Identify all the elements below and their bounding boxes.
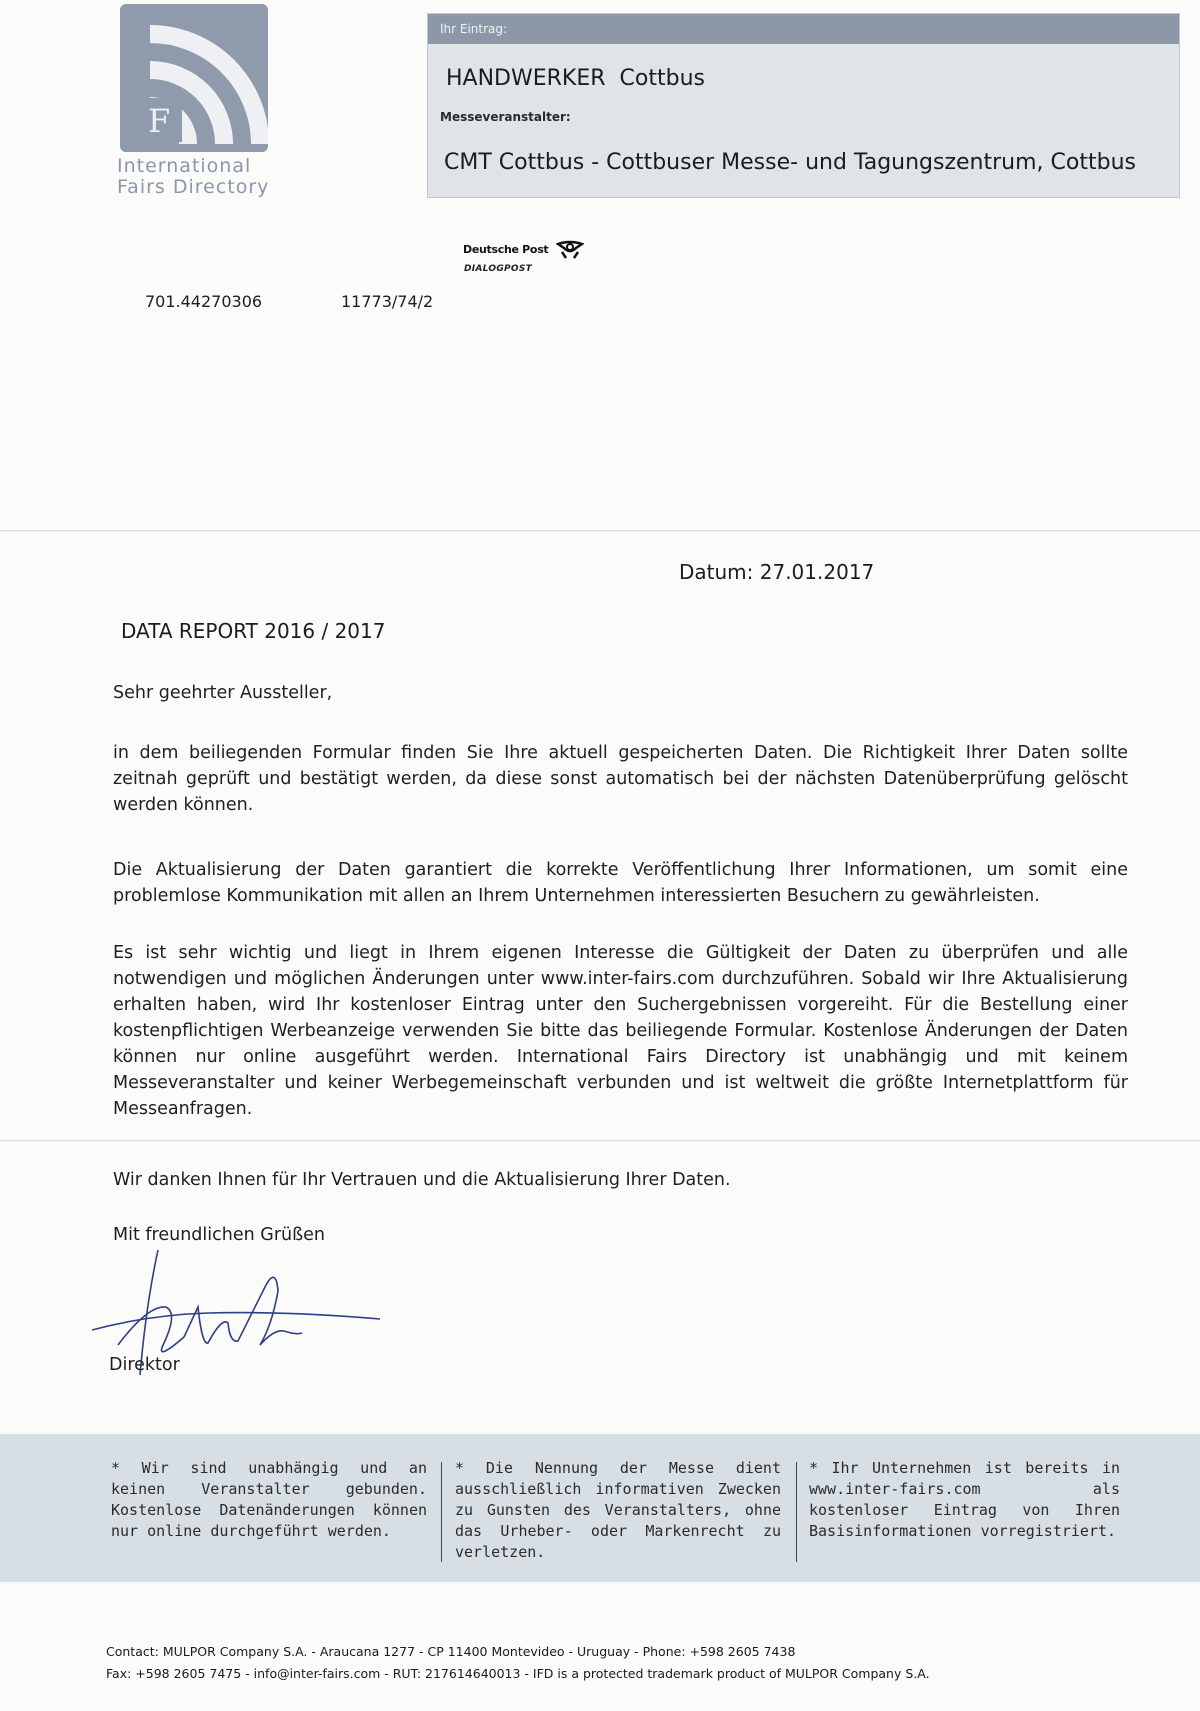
reference-code-2: 11773/74/2 bbox=[341, 292, 434, 311]
ifd-logo bbox=[120, 4, 268, 152]
paragraph-3: Es ist sehr wichtig und liegt in Ihrem eigenen Interesse die Gültigkeit der Daten zu überprüfen und alle notwendigen und möglichen Änderungen unter www.inter-fairs.com durchzuführen. Sobald wir Ihre Aktualisierung erhalten haben, wird Ihr kostenloser Eintrag unter den Suchergebnissen vorgereiht. Für die Bestellung einer kostenpflichtigen Werbeanzeige verwenden Sie bitte das beiliegende Formular. Kostenlose Änderungen der Daten können nur online ausgeführt werden. International Fairs Directory ist unabhängig und mit keinem Messeveranstalter und keiner Werbegemeinschaft verbunden und ist weltweit die größte Internetplattform für Messeanfragen. bbox=[113, 943, 1128, 1119]
notice-3: * Ihr Unternehmen ist bereits in www.inter-fairs.com als kostenloser Eintrag von Ihren Basisinformationen vorregistriert. bbox=[809, 1459, 1120, 1540]
paragraph-1: in dem beiliegenden Formular finden Sie Ihre aktuell gespeicherten Daten. Die Richtigkeit Ihrer Daten sollte zeitnah geprüft und bestätigt werden, da diese sonst automatisch bei der nächsten Datenüberprüfung gelöscht werden können. bbox=[113, 743, 1128, 815]
contact-line-2: Fax: +598 2605 7475 - info@inter-fairs.com - RUT: 217614640013 - IFD is a protected trademark product of MULPOR Company S.A. bbox=[106, 1666, 930, 1681]
report-title: DATA REPORT 2016 / 2017 bbox=[121, 619, 386, 643]
notice-band bbox=[0, 1434, 1200, 1582]
organizer-name: CMT Cottbus - Cottbuser Messe- und Tagungszentrum, Cottbus bbox=[444, 150, 1136, 175]
thanks-line: Wir danken Ihnen für Ihr Vertrauen und die Aktualisierung Ihrer Daten. bbox=[113, 1170, 731, 1190]
signer-title: Direktor bbox=[109, 1355, 180, 1375]
contact-line-1: Contact: MULPOR Company S.A. - Araucana 1277 - CP 11400 Montevideo - Uruguay - Phone: +598 2605 7438 bbox=[106, 1644, 796, 1659]
logo-line-2: Fairs Directory bbox=[117, 176, 270, 198]
notice-1: * Wir sind unabhängig und an keinen Veranstalter gebunden. Kostenlose Datenänderungen können nur online durchgeführt werden. bbox=[111, 1459, 427, 1540]
fold-line-lower bbox=[0, 1140, 1200, 1142]
logo-wordmark bbox=[117, 156, 287, 198]
entry-panel bbox=[427, 13, 1180, 198]
logo-line-1: International bbox=[117, 155, 252, 177]
closing-line: Mit freundlichen Grüßen bbox=[113, 1225, 325, 1245]
salutation: Sehr geehrter Aussteller, bbox=[113, 683, 333, 703]
postal-service: DIALOGPOST bbox=[464, 264, 533, 274]
paragraph-2: Die Aktualisierung der Daten garantiert die korrekte Veröffentlichung Ihrer Informationen, um somit eine problemlose Kommunikation mit allen an Ihrem Unternehmen interessierten Besuchern zu gewährleisten. bbox=[113, 860, 1128, 906]
post-horn-icon bbox=[556, 238, 584, 260]
organizer-label: Messeveranstalter: bbox=[440, 110, 571, 124]
logo-initial: F bbox=[148, 102, 171, 140]
signal-arcs-icon bbox=[120, 4, 268, 152]
notice-2: * Die Nennung der Messe dient ausschließlich informativen Zwecken zu Gunsten des Veranstalters, ohne das Urheber- oder Markenrecht zu verletzen. bbox=[455, 1459, 781, 1561]
postal-brand: Deutsche Post bbox=[463, 243, 549, 256]
fold-line-upper bbox=[0, 530, 1200, 532]
letter-date: Datum: 27.01.2017 bbox=[679, 560, 875, 584]
notice-divider-2 bbox=[796, 1462, 797, 1562]
reference-code-1: 701.44270306 bbox=[145, 292, 263, 311]
entry-header-label: Ihr Eintrag: bbox=[428, 14, 1179, 44]
notice-divider-1 bbox=[441, 1462, 442, 1562]
fair-name: HANDWERKER Cottbus bbox=[446, 66, 705, 91]
